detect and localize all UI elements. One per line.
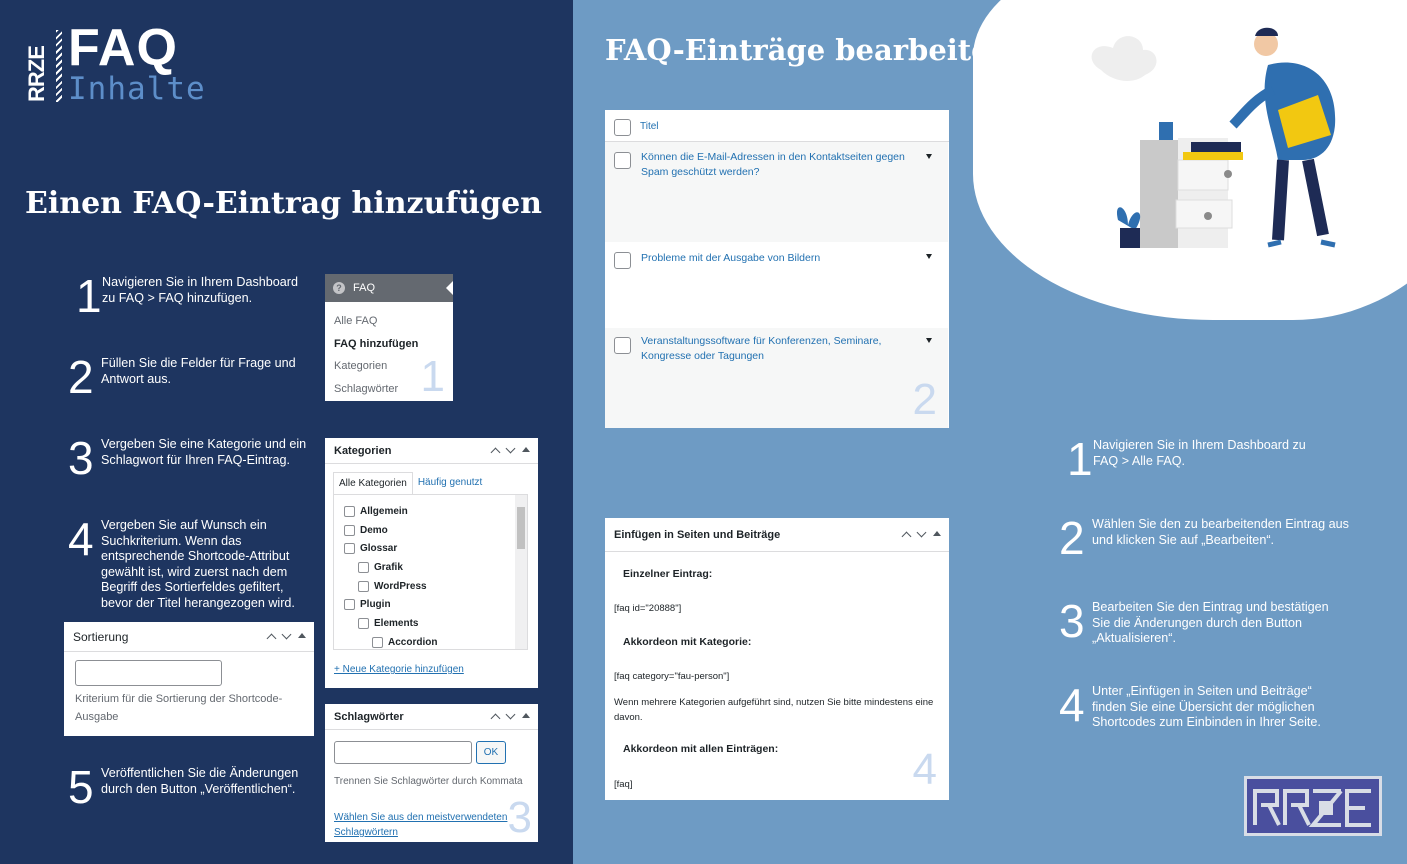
drawer-knob — [1224, 170, 1232, 178]
row-checkbox[interactable] — [614, 152, 631, 169]
step-number: 1 — [1067, 433, 1093, 485]
tab-haeufig-genutzt[interactable]: Häufig genutzt — [413, 472, 488, 494]
table-row[interactable] — [605, 242, 948, 328]
checkbox[interactable] — [358, 618, 369, 629]
shortcode-label: Akkordeon mit Kategorie: — [623, 636, 752, 648]
shortcodes-box — [605, 518, 949, 800]
add-category-link[interactable]: + Neue Kategorie hinzufügen — [334, 664, 464, 675]
tag-input[interactable] — [334, 741, 472, 764]
list-header — [605, 110, 949, 142]
step-text: Füllen Sie die Felder für Frage und Antwort aus. — [101, 356, 296, 386]
sortierung-hint: Kriterium für die Sortierung der Shortcode-Ausgabe — [75, 693, 283, 723]
category-item[interactable]: Demo — [344, 521, 527, 540]
tag-hint: Trennen Sie Schlagwörter durch Kommata — [334, 776, 523, 787]
person-hair — [1255, 28, 1278, 36]
right-panel — [573, 0, 1407, 864]
move-down-icon[interactable] — [917, 528, 927, 538]
checkbox[interactable] — [344, 599, 355, 610]
help-icon: ? — [333, 282, 345, 294]
shortcode-value: [faq category="fau-person"] — [614, 671, 730, 682]
person-shoes — [1268, 242, 1335, 245]
kategorien-tabs — [333, 472, 538, 494]
faq-title-link[interactable]: Probleme mit der Ausgabe von Bildern — [641, 252, 821, 264]
step-number: 3 — [68, 432, 94, 484]
step-text: Vergeben Sie eine Kategorie und ein Schlagwort für Ihren FAQ-Eintrag. — [101, 437, 307, 467]
step-text: Navigieren Sie in Ihrem Dashboard zu FAQ > Alle FAQ. — [1093, 438, 1306, 468]
add-tag-button[interactable]: OK — [476, 741, 506, 764]
person-legs — [1278, 160, 1323, 240]
menu-item-kategorien[interactable]: Kategorien — [334, 360, 388, 372]
category-checklist — [333, 494, 528, 650]
left-panel — [0, 0, 573, 864]
rrze-logo-mark — [1247, 779, 1379, 833]
most-used-tags-link[interactable]: Wählen Sie aus den meistverwendeten Schlagwörtern — [334, 812, 508, 838]
expand-icon[interactable] — [926, 254, 932, 259]
sortierung-input[interactable] — [75, 660, 222, 686]
step-text: Veröffentlichen Sie die Änderungen durch den Button „Veröffentlichen“. — [101, 766, 299, 796]
rrze-logo — [1244, 776, 1382, 836]
sortierung-box — [64, 622, 314, 736]
step-number: 4 — [68, 513, 94, 565]
shortcode-label: Einzelner Eintrag: — [623, 568, 713, 580]
kategorien-box — [325, 438, 538, 688]
left-heading: Einen FAQ-Eintrag hinzufügen — [25, 186, 542, 221]
step-text: Bearbeiten Sie den Eintrag und bestätigen Sie die Änderungen durch den Button „Aktualisieren“. — [1092, 600, 1329, 646]
shortcodes-header: Einfügen in Seiten und Beiträge — [605, 518, 949, 552]
select-all-checkbox[interactable] — [614, 119, 631, 136]
steam-cloud — [1092, 36, 1157, 81]
move-up-icon[interactable] — [267, 634, 277, 644]
right-heading: FAQ-Einträge bearbeiten — [605, 33, 1011, 67]
faq-title-link[interactable]: Veranstaltungssoftware für Konferenzen, Seminare, Kongresse oder Tagungen — [641, 335, 882, 362]
sortierung-header: Sortierung — [64, 622, 314, 652]
scrollbar[interactable] — [515, 495, 527, 649]
badge-number: 4 — [912, 745, 937, 794]
step-text: Navigieren Sie in Ihrem Dashboard zu FAQ > FAQ hinzufügen. — [102, 275, 299, 305]
menu-item-schlagwoerter[interactable]: Schlagwörter — [334, 382, 399, 395]
table-row[interactable] — [605, 142, 948, 242]
logo-divider — [56, 30, 62, 102]
category-item[interactable]: Grafik — [344, 558, 527, 577]
checkbox[interactable] — [344, 525, 355, 536]
collapse-icon[interactable] — [298, 633, 306, 638]
move-down-icon[interactable] — [506, 444, 516, 454]
faq-title-link[interactable]: Können die E-Mail-Adressen in den Kontaktseiten gegen Spam geschützt werden? — [641, 151, 905, 178]
step-number: 1 — [76, 270, 102, 322]
checkbox[interactable] — [358, 581, 369, 592]
collapse-icon[interactable] — [522, 713, 530, 718]
folders — [1183, 152, 1243, 160]
badge-number: 3 — [507, 793, 532, 842]
step-number: 3 — [1059, 595, 1085, 647]
collapse-icon[interactable] — [933, 531, 941, 536]
scrollbar-thumb[interactable] — [517, 507, 525, 549]
logo-inhalte: Inhalte — [68, 71, 206, 107]
cabinet-drawer — [1178, 160, 1228, 190]
logo-faq: FAQ — [68, 19, 178, 77]
category-item[interactable]: Elements — [344, 614, 527, 633]
tab-alle-kategorien[interactable]: Alle Kategorien — [333, 472, 413, 494]
row-checkbox[interactable] — [614, 252, 631, 269]
shortcode-note: Wenn mehrere Kategorien aufgeführt sind, nutzen Sie bitte mindestens eine davon. — [614, 697, 934, 723]
shortcode-value: [faq id="20888"] — [614, 603, 682, 614]
step-number: 2 — [68, 351, 94, 403]
column-title[interactable]: Titel — [640, 121, 659, 132]
checkbox[interactable] — [344, 506, 355, 517]
rrze-wordmark: RRZE — [24, 46, 49, 102]
step-number: 4 — [1059, 679, 1085, 731]
expand-icon[interactable] — [926, 154, 932, 159]
move-up-icon[interactable] — [491, 714, 501, 724]
table-row[interactable] — [605, 328, 948, 428]
checkbox[interactable] — [358, 562, 369, 573]
move-up-icon[interactable] — [902, 532, 912, 542]
step-text: Wählen Sie den zu bearbeitenden Eintrag aus und klicken Sie auf „Bearbeiten“. — [1092, 517, 1349, 547]
category-item[interactable]: WordPress — [344, 577, 527, 596]
plant — [1117, 207, 1140, 230]
kategorien-header: Kategorien — [325, 438, 538, 464]
cabinet-side — [1140, 140, 1178, 248]
menu-arrow-icon — [446, 281, 453, 295]
menu-item-faq-hinzufuegen[interactable]: FAQ hinzufügen — [334, 337, 419, 350]
schlagwoerter-box — [325, 704, 538, 842]
shortcode-value: [faq] — [614, 779, 633, 790]
step-text: Vergeben Sie auf Wunsch ein Suchkriterium. Wenn das entsprechende Shortcode-Attribut gewählt ist, wird zuerst nach dem Begriff des Sortierfeldes gefiltert, bevor der Titel herangezogen wird. — [101, 518, 295, 610]
step-number: 5 — [68, 761, 94, 813]
row-checkbox[interactable] — [614, 337, 631, 354]
badge-number: 1 — [420, 352, 445, 401]
category-item[interactable]: Plugin — [344, 595, 527, 614]
plant-pot — [1120, 228, 1140, 248]
faq-menu-header[interactable]: ? FAQ — [325, 274, 453, 302]
category-item[interactable]: Accordion — [344, 633, 527, 650]
mug — [1159, 122, 1173, 140]
category-item[interactable]: Allgemein — [344, 502, 527, 521]
move-down-icon[interactable] — [282, 630, 292, 640]
expand-icon[interactable] — [926, 338, 932, 343]
move-up-icon[interactable] — [491, 448, 501, 458]
badge-number: 2 — [912, 375, 937, 424]
cabinet-drawer — [1176, 200, 1232, 228]
drawer-knob — [1204, 212, 1212, 220]
step-number: 2 — [1059, 512, 1085, 564]
schlagwoerter-header: Schlagwörter — [325, 704, 538, 730]
person-filing-illustration — [1073, 20, 1373, 260]
menu-item-alle-faq[interactable]: Alle FAQ — [334, 315, 378, 327]
shortcode-label: Akkordeon mit allen Einträgen: — [623, 743, 779, 755]
collapse-icon[interactable] — [522, 447, 530, 452]
step-text: Unter „Einfügen in Seiten und Beiträge“ finden Sie eine Übersicht der möglichen Shortcodes zum Einbinden in Ihrer Seite. — [1092, 684, 1321, 730]
checkbox[interactable] — [372, 637, 383, 648]
faq-list-table — [605, 110, 949, 428]
faq-admin-menu — [325, 274, 453, 401]
move-down-icon[interactable] — [506, 710, 516, 720]
category-item[interactable]: Glossar — [344, 539, 527, 558]
checkbox[interactable] — [344, 543, 355, 554]
